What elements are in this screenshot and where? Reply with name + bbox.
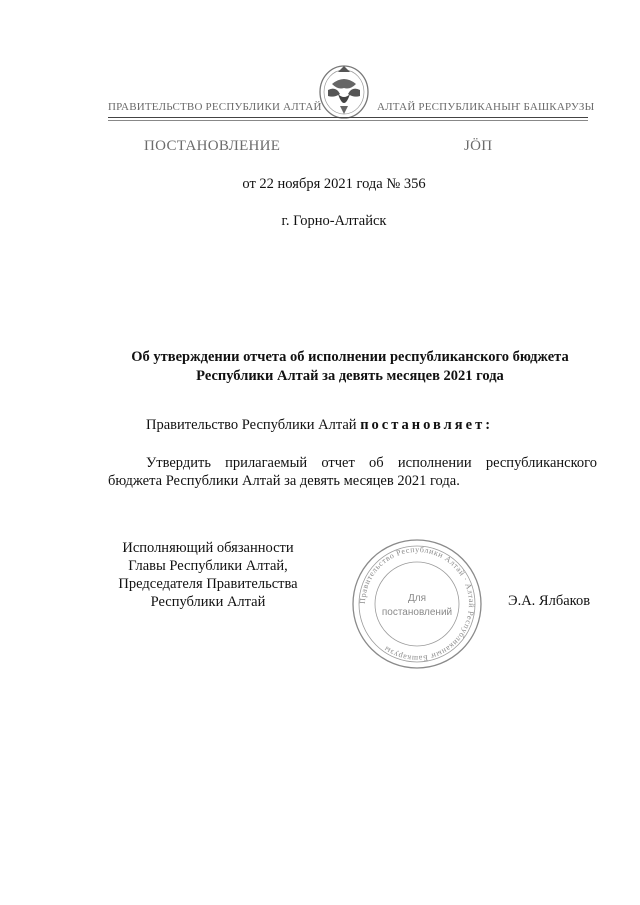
- lead-subject: Правительство Республики Алтай: [146, 417, 357, 433]
- doc-type-altai: ЈӦП: [464, 138, 493, 154]
- signatory-title-line: Главы Республики Алтай,: [128, 558, 288, 574]
- header-right-government-name: АЛТАЙ РЕСПУБЛИКАНЫҤ БАШКАРУЗЫ: [377, 101, 595, 113]
- signatory-title-line: Республики Алтай: [150, 594, 266, 610]
- signatory-title-block: [108, 539, 308, 611]
- document-title-line-1: Об утверждении отчета об исполнении республиканского бюджета: [131, 349, 569, 365]
- doc-type-russian: ПОСТАНОВЛЕНИЕ: [144, 138, 281, 154]
- header-left-government-name: ПРАВИТЕЛЬСТВО РЕСПУБЛИКИ АЛТАЙ: [108, 101, 322, 113]
- header-rule-bottom: [108, 120, 588, 121]
- document-title-line-2: Республики Алтай за девять месяцев 2021 года: [196, 368, 504, 384]
- coat-of-arms-emblem: [318, 62, 370, 120]
- signatory-title-line: Исполняющий обязанности: [122, 540, 294, 556]
- document-title: [108, 348, 592, 386]
- stamp-center-line-2: постановлений: [381, 607, 453, 618]
- resolution-date-number: от 22 ноября 2021 года № 356: [242, 176, 426, 192]
- lead-verb: постановляет:: [360, 417, 494, 433]
- resolution-lead: [146, 417, 493, 434]
- resolution-city: г. Горно-Алтайск: [281, 213, 387, 229]
- signatory-title-line: Председателя Правительства: [118, 576, 298, 592]
- svg-text:Правительство Республики Алтай: [358, 545, 476, 663]
- official-stamp: [350, 537, 484, 671]
- resolution-body: Утвердить прилагаемый отчет об исполнении республиканского бюджета Республики Алтай за девять месяцев 2021 года.: [108, 455, 597, 489]
- signatory-name: Э.А. Ялбаков: [508, 593, 591, 609]
- stamp-center-line-1: Для: [407, 593, 427, 604]
- header-rule-top: [108, 117, 588, 118]
- stamp-ring-text: Правительство Республики Алтай · Алтай Республиканыҥ Башкарузы: [357, 544, 477, 664]
